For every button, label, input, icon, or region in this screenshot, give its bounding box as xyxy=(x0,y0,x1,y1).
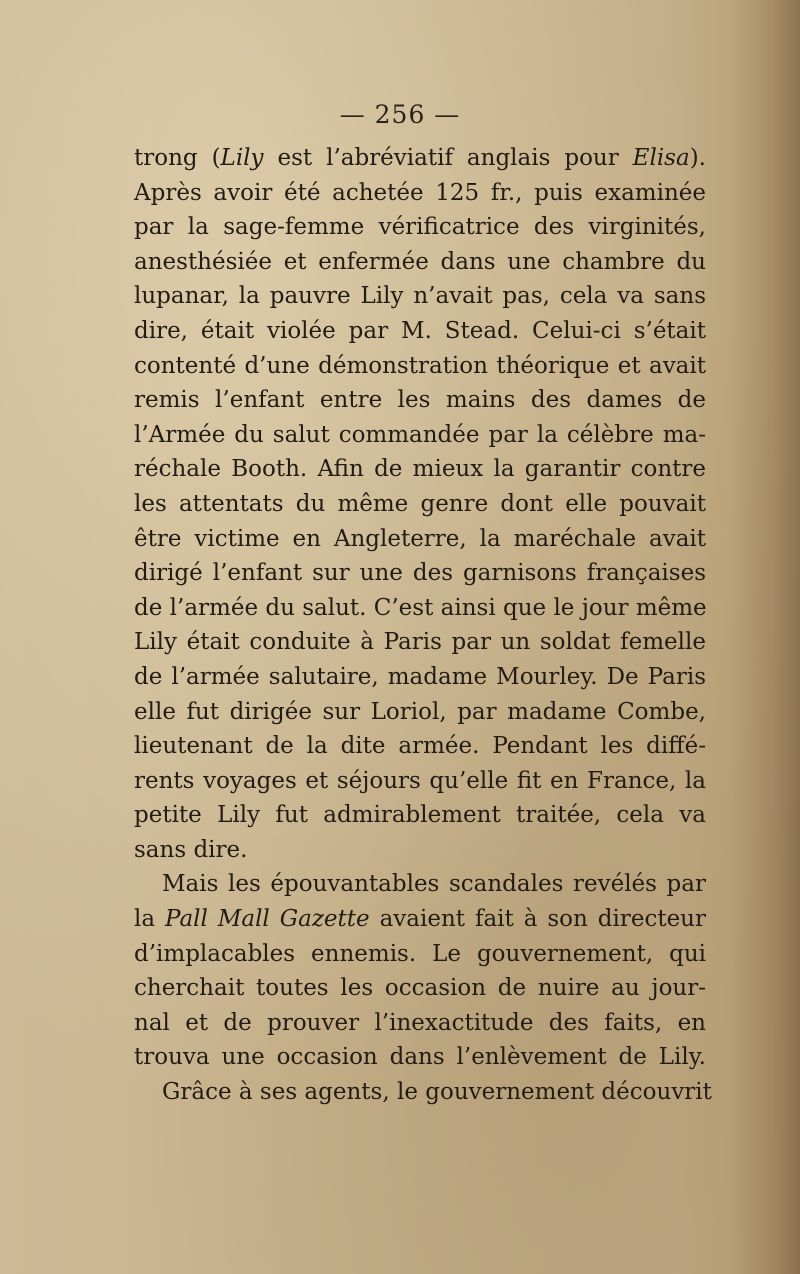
text-segment: réchale Booth. Afin de mieux la garantir contre xyxy=(134,456,706,483)
page-number: — 256 — xyxy=(339,100,461,129)
text-line xyxy=(134,798,706,833)
text-segment: de l’armée salutaire, madame Mourley. De Paris xyxy=(134,663,706,690)
italic-text: Elisa xyxy=(632,145,690,171)
text-line xyxy=(134,625,706,660)
text-line xyxy=(134,279,706,314)
text-line xyxy=(134,1040,706,1075)
text-segment: être victime en Angleterre, la maréchale avait xyxy=(134,525,706,552)
text-line xyxy=(134,487,706,522)
text-line xyxy=(134,383,706,418)
italic-text: Lily xyxy=(220,145,264,171)
text-segment: rents voyages et séjours qu’elle fit en France, la xyxy=(134,767,706,794)
text-line xyxy=(134,902,706,937)
text-line xyxy=(134,1075,712,1110)
text-segment: nal et de prouver l’inexactitude des faits, en xyxy=(134,1009,706,1036)
text-segment: ). xyxy=(689,145,706,171)
text-line xyxy=(134,556,706,591)
text-line xyxy=(134,729,706,764)
italic-text: Pall Mall Gazette xyxy=(165,906,370,933)
text-segment: par la sage-femme vérificatrice des virginités, xyxy=(134,214,706,241)
text-line xyxy=(134,695,706,730)
text-segment: de l’armée du salut. C’est ainsi que le jour même xyxy=(134,594,707,621)
text-segment: Lily était conduite à Paris par un soldat femelle xyxy=(134,629,706,656)
text-line xyxy=(134,1006,706,1041)
text-line xyxy=(134,937,706,972)
text-segment: sans dire. xyxy=(134,836,248,863)
text-line xyxy=(134,314,706,349)
text-line xyxy=(134,867,706,902)
text-segment: lupanar, la pauvre Lily n’avait pas, cela va sans xyxy=(134,283,706,310)
text-segment: anesthésiée et enfermée dans une chambre du xyxy=(134,248,706,275)
text-line xyxy=(134,833,706,868)
text-line xyxy=(134,349,706,384)
text-segment: dire, était violée par M. Stead. Celui-ci s’était xyxy=(134,317,706,344)
text-segment: cherchait toutes les occasion de nuire au jour- xyxy=(134,975,706,1002)
text-line xyxy=(134,764,706,799)
text-segment: Mais les épouvantables scandales revélés par xyxy=(162,871,706,898)
text-segment: petite Lily fut admirablement traitée, cela va xyxy=(134,802,706,829)
text-segment: les attentats du même genre dont elle pouvait xyxy=(134,490,706,517)
text-line xyxy=(134,176,706,211)
text-segment: la xyxy=(134,906,166,933)
text-line xyxy=(134,452,706,487)
text-line xyxy=(134,660,706,695)
text-segment: dirigé l’enfant sur une des garnisons françaises xyxy=(134,560,706,587)
text-line xyxy=(134,971,706,1006)
text-segment: remis l’enfant entre les mains des dames de xyxy=(134,387,706,414)
text-segment: d’implacables ennemis. Le gouvernement, qui xyxy=(134,940,706,967)
text-line xyxy=(134,418,706,453)
page-edge-shadow xyxy=(730,0,800,1274)
text-segment: lieutenant de la dite armée. Pendant les diffé- xyxy=(134,733,706,760)
text-segment: contenté d’une démonstration théorique et avait xyxy=(134,352,706,379)
text-line xyxy=(134,141,706,176)
text-segment: elle fut dirigée sur Loriol, par madame Combe, xyxy=(134,698,706,725)
text-segment: trouva une occasion dans l’enlèvement de Lily. xyxy=(134,1044,706,1071)
text-segment: avaient fait à son directeur xyxy=(369,906,706,933)
text-segment: est l’abréviatif anglais pour xyxy=(263,145,633,171)
text-line xyxy=(134,522,706,557)
text-segment: l’Armée du salut commandée par la célèbre ma- xyxy=(134,421,706,448)
body-text xyxy=(134,141,712,1110)
text-segment: trong ( xyxy=(134,145,221,171)
text-segment: Grâce à ses agents, le gouvernement découvrit xyxy=(162,1079,712,1106)
text-line xyxy=(134,245,706,280)
text-line xyxy=(134,210,706,245)
text-line xyxy=(134,591,706,626)
text-segment: Après avoir été achetée 125 fr., puis examinée xyxy=(134,179,706,206)
